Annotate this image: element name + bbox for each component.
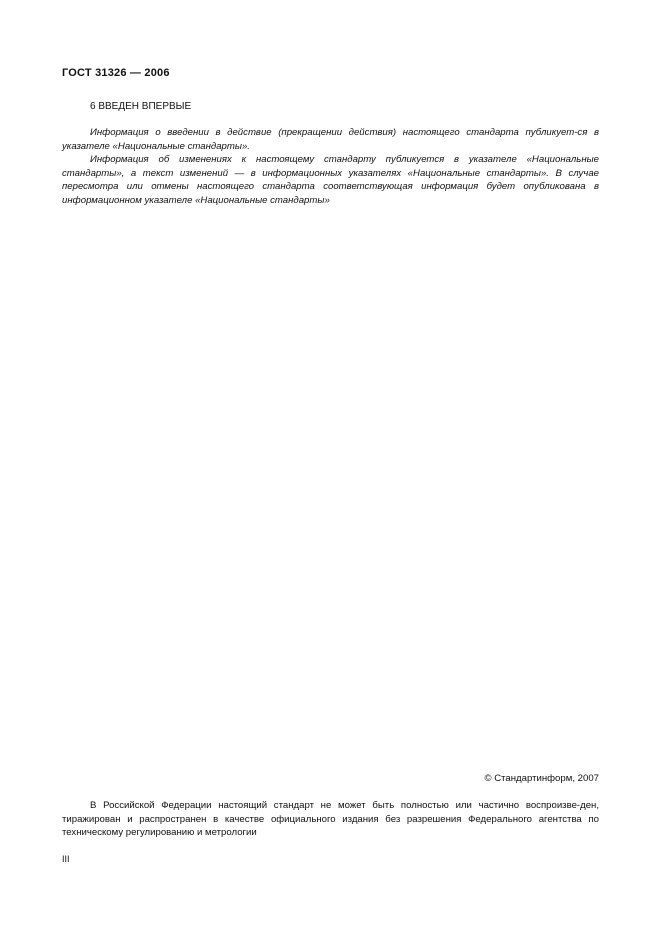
info-paragraph: Информация о введении в действие (прекращении действия) настоящего стандарта публикует-ся в указателе «Национальные стандарты». <box>62 127 599 152</box>
intro-line: 6 ВВЕДЕН ВПЕРВЫЕ <box>90 101 192 112</box>
info-paragraph: Информация об изменениях к настоящему стандарту публикуется в указателе «Национальные стандарты», а текст изменений — в информационных указателях «Национальные стандарты». В случае пересмотра или отмены настоящего стандарта соответствующая информация будет опубликована в информационном указателе «Национальные стандарты» <box>62 154 599 206</box>
document-header-title: ГОСТ 31326 — 2006 <box>62 67 170 79</box>
legal-notice: В Российской Федерации настоящий стандарт не может быть полностью или частично воспроизве-ден, тиражирован и распространен в качестве официального издания без разрешения Федерального агентства по техническому регулированию и метрологии <box>62 800 599 839</box>
publication-info-block <box>62 126 599 208</box>
page-number: III <box>62 854 70 864</box>
copyright-notice: © Стандартинформ, 2007 <box>484 773 599 784</box>
